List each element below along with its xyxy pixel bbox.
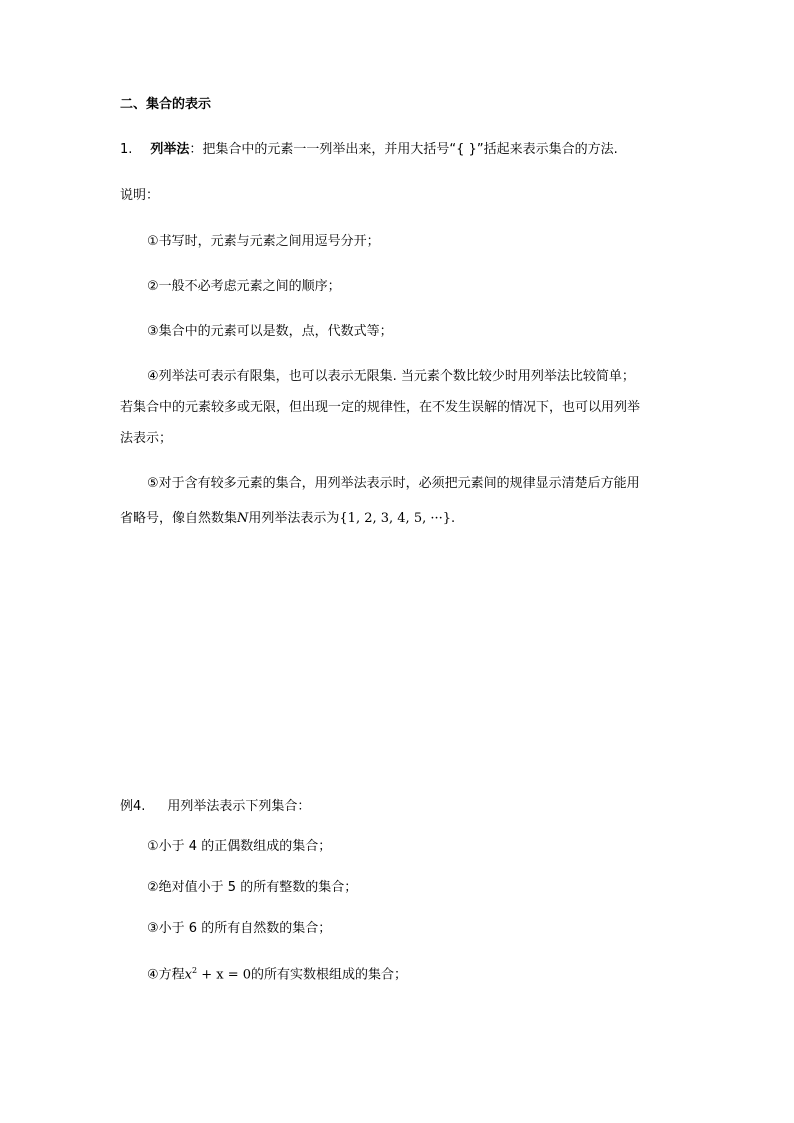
item-1-text: ：把集合中的元素一一列举出来，并用大括号“{ }”括起来表示集合的方法.: [189, 142, 618, 157]
example-4-prompt: 用列举法表示下列集合：: [167, 799, 311, 814]
note-5-before: 省略号，像自然数集: [120, 511, 238, 526]
example-4-label: 例4.: [120, 799, 146, 814]
item-1-term: 列举法: [150, 142, 190, 157]
note-label: 说明：: [120, 188, 160, 203]
note-2: ②一般不必考虑元素之间的顺序；: [147, 279, 341, 294]
note-5: ⑤对于含有较多元素的集合，用列举法表示时，必须把元素间的规律显示清楚后方能用: [147, 476, 640, 491]
note-4-line-2: 若集合中的元素较多或无限，但出现一定的规律性，在不发生误解的情况下，也可以用列举: [120, 400, 641, 415]
example-4-item-3: ③小于 6 的所有自然数的集合；: [147, 921, 332, 936]
note-4-line-3: 法表示；: [120, 431, 173, 446]
example-4-item-4-after: 的所有实数根组成的集合；: [251, 967, 408, 983]
note-5-after: .: [451, 511, 456, 526]
example-4-item-4: [147, 962, 407, 984]
note-5-line-2: [120, 510, 455, 528]
item-1-number: 1.: [120, 142, 133, 157]
example-4-item-4-before: ④方程: [147, 967, 185, 983]
equation-exponent: 2: [192, 966, 198, 975]
note-4: ④列举法可表示有限集，也可以表示无限集. 当元素个数比较少时用列举法比较简单；: [147, 369, 635, 384]
equation-x: x: [184, 967, 192, 983]
example-4-header: [120, 798, 310, 816]
note-5-middle: 用列举法表示为: [248, 511, 340, 526]
natural-number-set: {1, 2, 3, 4, 5, ···}: [339, 511, 452, 526]
example-4-item-2: ②绝对值小于 5 的所有整数的集合；: [147, 880, 358, 895]
equation-rest: + x = 0: [197, 967, 252, 983]
section-title: 二、集合的表示: [120, 97, 212, 112]
note-3: ③集合中的元素可以是数，点，代数式等；: [147, 324, 393, 339]
item-1: [120, 141, 618, 159]
note-1: ①书写时，元素与元素之间用逗号分开；: [147, 234, 380, 249]
example-4-item-1: ①小于 4 的正偶数组成的集合；: [147, 839, 332, 854]
natural-number-symbol: N: [237, 511, 249, 526]
